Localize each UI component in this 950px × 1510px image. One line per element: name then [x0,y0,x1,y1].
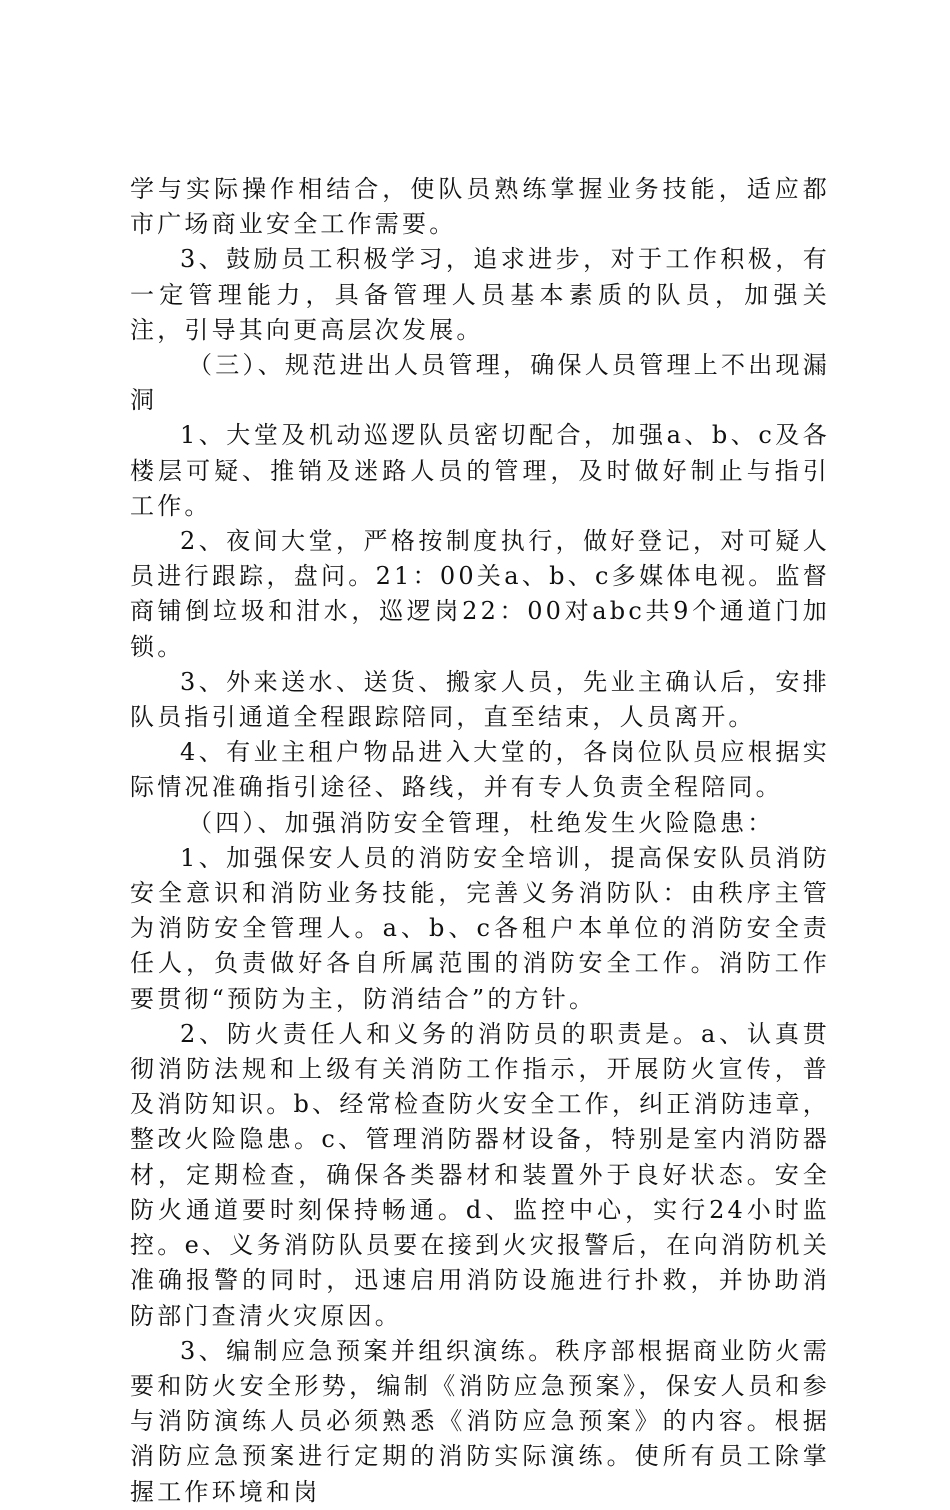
document-body [130,172,830,1510]
paragraph-item-3-emergency-plan: 3、编制应急预案并组织演练。秩序部根据商业防火需要和防火安全形势，编制《消防应急预案》，保安人员和参与消防演练人员必须熟悉《消防应急预案》的内容。根据消防应急预案进行定期的消防实际演练。使所有员工除掌握工作环境和岗 [130,1336,830,1506]
paragraph-continuation: 学与实际操作相结合，使队员熟练掌握业务技能，适应都市广场商业安全工作需要。 [130,175,830,239]
section-heading-3: （三）、规范进出人员管理，确保人员管理上不出现漏洞 [130,351,830,415]
paragraph-item-1-lobby-patrol: 1、大堂及机动巡逻队员密切配合，加强a、b、c及各楼层可疑、推销及迷路人员的管理，及时做好制止与指引工作。 [130,421,830,520]
paragraph-item-3-learning: 3、鼓励员工积极学习，追求进步，对于工作积极，有一定管理能力，具备管理人员基本素质的队员，加强关注，引导其向更高层次发展。 [130,245,830,344]
paragraph-item-2-night-lobby: 2、夜间大堂，严格按制度执行，做好登记，对可疑人员进行跟踪，盘问。21：00关a、b、c多媒体电视。监督商铺倒垃圾和泔水，巡逻岗22：00对abc共9个通道门加锁。 [130,527,830,661]
paragraph-item-4-tenant-goods: 4、有业主租户物品进入大堂的，各岗位队员应根据实际情况准确指引途径、路线，并有专人负责全程陪同。 [130,738,830,802]
paragraph-item-3-deliveries: 3、外来送水、送货、搬家人员，先业主确认后，安排队员指引通道全程跟踪陪同，直至结束，人员离开。 [130,667,830,732]
paragraph-item-1-fire-training: 1、加强保安人员的消防安全培训，提高保安队员消防安全意识和消防业务技能，完善义务消防队：由秩序主管为消防安全管理人。a、b、c各租户本单位的消防安全责任人，负责做好各自所属范围的消防安全工作。消防工作要贯彻“预防为主，防消结合”的方针。 [130,843,830,1013]
section-heading-4: （四）、加强消防安全管理，杜绝发生火险隐患： [188,808,775,837]
paragraph-item-2-fire-duties: 2、防火责任人和义务的消防员的职责是。a、认真贯彻消防法规和上级有关消防工作指示，开展防火宣传，普及消防知识。b、经常检查防火安全工作，纠正消防违章，整改火险隐患。c、管理消防器材设备，特别是室内消防器材，定期检查，确保各类器材和装置外于良好状态。安全防火通道要时刻保持畅通。d、监控中心，实行24小时监控。e、义务消防队员要在接到火灾报警后，在向消防机关准确报警的同时，迅速启用消防设施进行扑救，并协助消防部门查清火灾原因。 [130,1019,830,1330]
